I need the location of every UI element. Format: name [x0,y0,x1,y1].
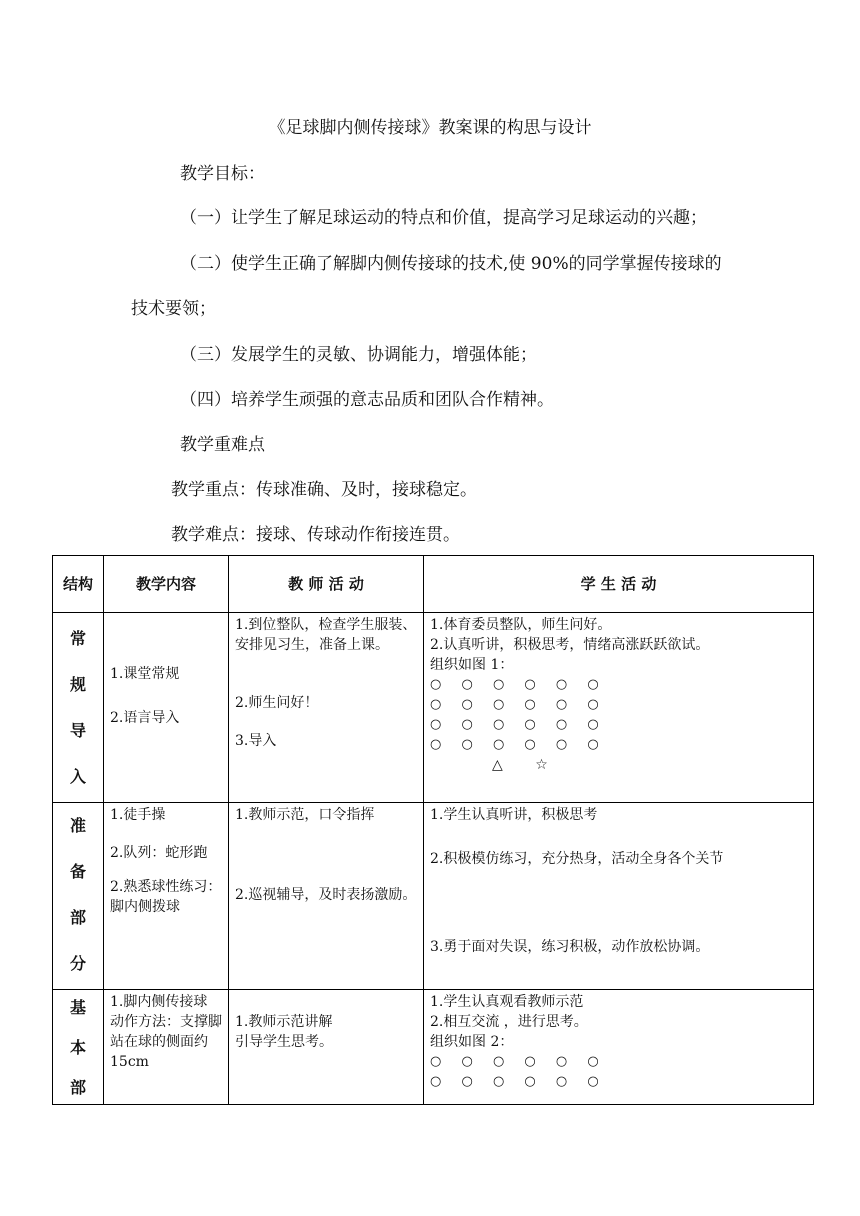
structure-char: 规 [69,675,86,694]
formation-row: ○ ○ ○ ○ ○ ○ [430,1074,607,1089]
student-cell [424,613,814,803]
formation-symbols: △ ☆ [492,757,548,773]
table-header-row [53,556,814,613]
content-cell [104,613,229,803]
structure-char: 基 [69,998,86,1017]
teacher-cell [229,803,424,990]
structure-char: 部 [69,1078,86,1097]
content-item: 1.课堂常规 [110,666,180,682]
structure-char: 分 [69,954,86,973]
objective-3: （三）发展学生的灵敏、协调能力，增强体能； [180,345,537,365]
objective-4: （四）培养学生顽强的意志品质和团队合作精神。 [180,390,554,410]
student-item: 2.认真听讲，积极思考，情绪高涨跃跃欲试。 [430,637,710,653]
header-structure: 结构 [53,556,104,613]
formation-row: ○ ○ ○ ○ ○ ○ [430,717,607,732]
structure-char: 导 [69,721,86,740]
key-point: 教学重点：传球准确、及时，接球稳定。 [171,480,477,500]
lesson-table [52,555,814,1105]
structure-char: 常 [69,629,86,648]
teacher-item: 1.教师示范，口令指挥 [235,807,375,823]
content-item: 动作方法：支撑脚站在球的侧面约 15cm [110,1014,222,1070]
objective-1: （一）让学生了解足球运动的特点和价值，提高学习足球运动的兴趣； [180,208,707,228]
teacher-item: 1.到位整队，检查学生服装、安排见习生，准备上课。 [235,617,417,653]
formation-row: ○ ○ ○ ○ ○ ○ [430,697,607,712]
student-item: 1.体育委员整队，师生问好。 [430,617,612,633]
header-teacher: 教 师 活 动 [229,556,424,613]
structure-char: 部 [69,908,86,927]
student-item: 2.积极模仿练习，充分热身，活动全身各个关节 [430,851,724,867]
content-item: 1.徒手操 [110,807,166,823]
student-item: 1.学生认真观看教师示范 [430,994,584,1010]
student-item: 3.勇于面对失误，练习积极，动作放松协调。 [430,939,710,955]
structure-char: 备 [69,862,86,881]
student-item: 组织如图 1： [430,657,514,673]
difficulty: 教学难点：接球、传球动作衔接连贯。 [171,525,460,545]
content-item: 2.熟悉球性练习：脚内侧拨球 [110,879,222,915]
table-row [53,990,814,1105]
structure-char: 本 [69,1038,86,1057]
student-item: 组织如图 2： [430,1034,514,1050]
teacher-item: 3.导入 [235,733,277,749]
teacher-item: 1.教师示范讲解 [235,1014,333,1030]
header-student: 学 生 活 动 [424,556,814,613]
formation-row: ○ ○ ○ ○ ○ ○ [430,737,607,752]
objective-2-cont: 技术要领； [131,299,216,319]
table-row [53,803,814,990]
teacher-item: 2.师生问好！ [235,695,319,711]
structure-cell [53,990,104,1105]
table-row [53,613,814,803]
header-content: 教学内容 [104,556,229,613]
content-cell [104,990,229,1105]
objectives-heading: 教学目标： [180,164,265,184]
student-cell [424,990,814,1105]
student-cell [424,803,814,990]
student-item: 2.相互交流 ，进行思考。 [430,1014,588,1030]
student-item: 1.学生认真听讲，积极思考 [430,807,598,823]
formation-row: ○ ○ ○ ○ ○ ○ [430,1054,607,1069]
content-item: 1.脚内侧传接球 [110,994,208,1010]
objective-2: （二）使学生正确了解脚内侧传接球的技术,使 90%的同学掌握传接球的 [180,254,722,274]
content-cell [104,803,229,990]
content-item: 2.队列：蛇形跑 [110,845,208,861]
teacher-cell [229,990,424,1105]
teacher-item: 2.巡视辅导，及时表扬激励。 [235,887,417,903]
structure-cell [53,803,104,990]
structure-cell [53,613,104,803]
structure-char: 准 [69,816,86,835]
formation-row: ○ ○ ○ ○ ○ ○ [430,677,607,692]
teacher-item: 引导学生思考。 [235,1034,333,1050]
key-points-heading: 教学重难点 [180,435,265,455]
teacher-cell [229,613,424,803]
content-item: 2.语言导入 [110,710,180,726]
structure-char: 入 [69,767,86,786]
page-title: 《足球脚内侧传接球》教案课的构思与设计 [268,118,592,138]
